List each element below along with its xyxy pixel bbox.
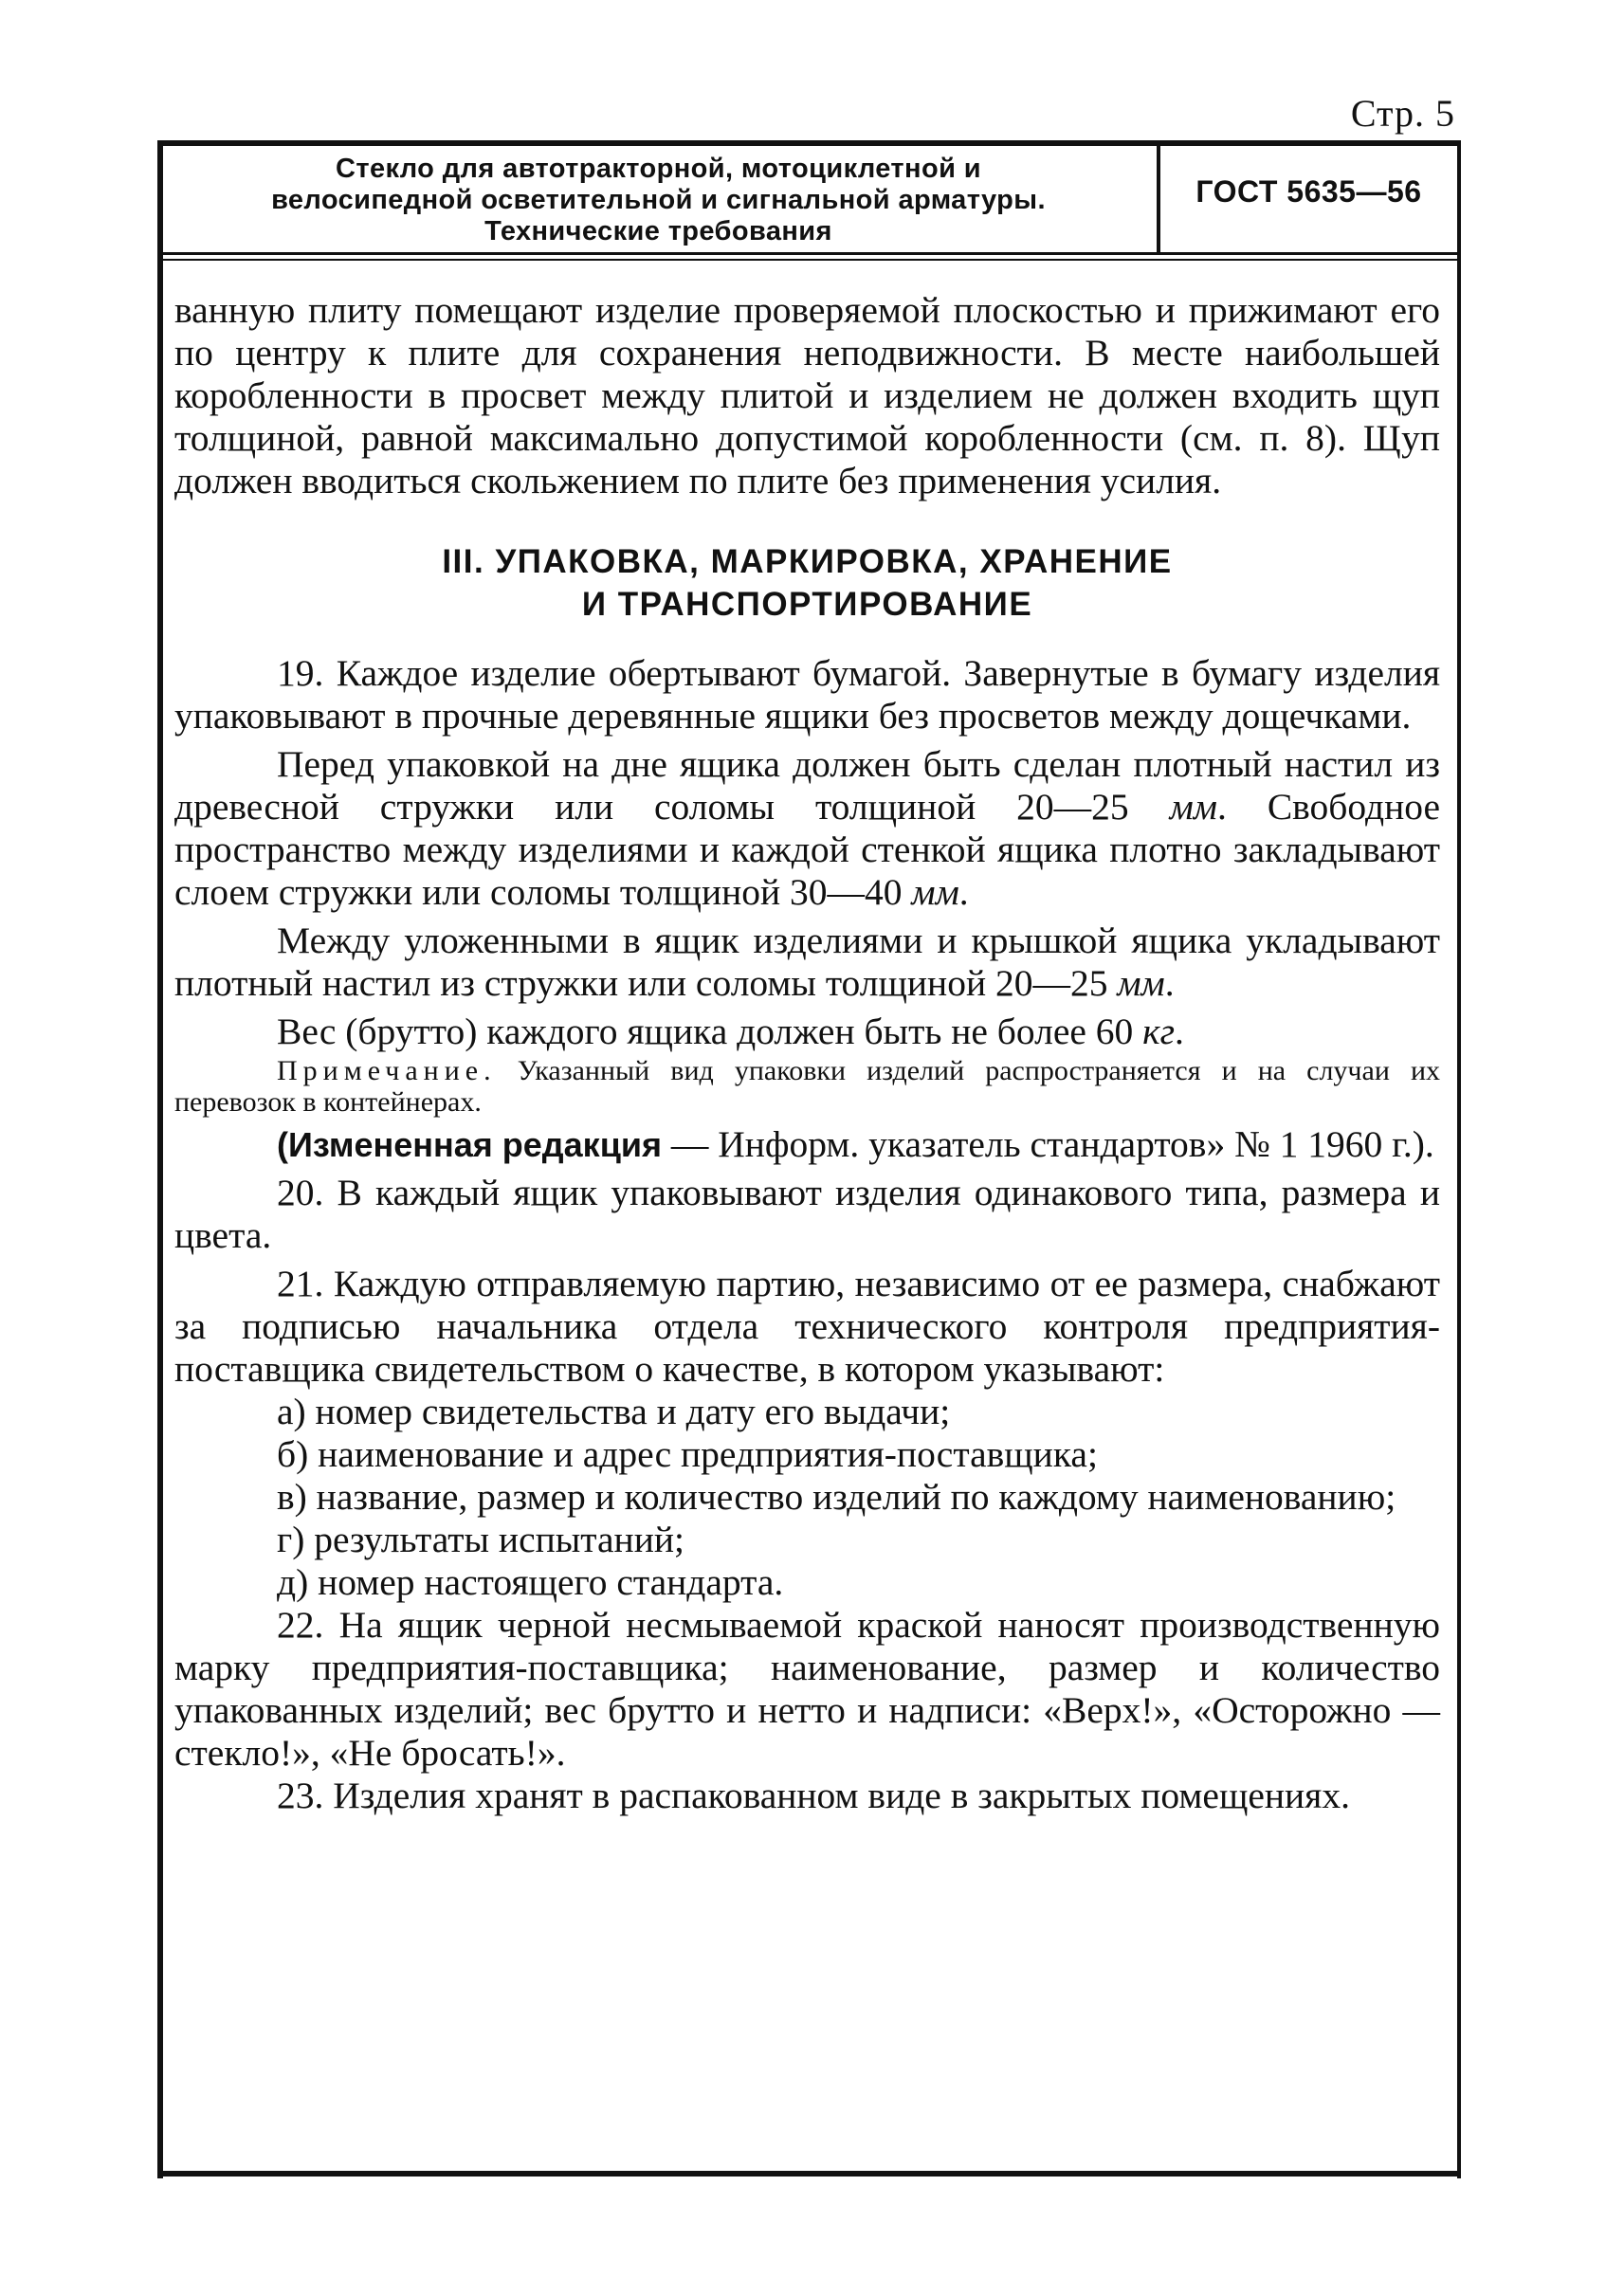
unit-mm: мм <box>1169 786 1217 828</box>
frame-left-border <box>157 140 163 2178</box>
paragraph-19-lid: Между уложенными в ящик изделиями и крышкой ящика укладывают плотный настил из стружки или соломы толщиной 20—25 мм. <box>174 920 1440 1004</box>
note <box>174 1055 1440 1118</box>
frame-right-border <box>1457 140 1461 2178</box>
paragraph-19-weight: Вес (брутто) каждого ящика должен быть не более 60 кг. <box>277 1011 1184 1052</box>
edit-reference <box>174 1123 1440 1166</box>
unit-mm: мм <box>911 871 959 913</box>
section-heading-line: И ТРАНСПОРТИРОВАНИЕ <box>581 586 1033 623</box>
intro-paragraph: ванную плиту помещают изделие проверяемой плоскостью и прижимают его по центру к плите для сохранения неподвижности. В месте наибольшей коробленности в просвет между плитой и изделием не должен входить щуп толщиной, равной максимально допустимой коробленности (см. п. 8). Щуп должен вводиться скольжением по плите без применения усилия. <box>174 289 1440 501</box>
paragraph-21: 21. Каждую отправляемую партию, независимо от ее размера, снабжают за подписью начальника отдела технического контроля предприятия-поставщика свидетельством о качестве, в котором указывают: <box>174 1263 1440 1390</box>
unit-kg: кг <box>1142 1011 1176 1052</box>
document-body <box>174 289 1440 1817</box>
note-text: Указанный вид упаковки изделий распространяется и на случаи их перевозок в контейнерах. <box>174 1055 1441 1118</box>
frame-bottom-border <box>157 2171 1461 2177</box>
paragraph-19-packing: Перед упаковкой на дне ящика должен быть сделан плотный настил из древесной стружки или соломы толщиной 20—25 мм. Свободное пространство между изделиями и каждой стенкой ящика плотно закладывают слоем стружки или соломы толщиной 30—40 мм. <box>174 743 1440 913</box>
section-heading-line: III. УПАКОВКА, МАРКИРОВКА, ХРАНЕНИЕ <box>442 543 1173 580</box>
standard-code: ГОСТ 5635—56 <box>1195 174 1422 209</box>
edit-text: — Информ. указатель стандартов» № 1 1960 г.). <box>670 1123 1434 1165</box>
list-item: б) наименование и адрес предприятия-поставщика; <box>277 1433 1098 1475</box>
list-item: а) номер свидетельства и дату его выдачи; <box>277 1391 951 1432</box>
paragraph-text: Между уложенными в ящик изделиями и крышкой ящика укладывают плотный настил из стружки или соломы толщиной 20—25 <box>174 920 1440 1004</box>
paragraph-22: 22. На ящик черной несмываемой краской наносят производственную марку предприятия-поставщика; наименование, размер и количество упакованных изделий; вес брутто и нетто и надписи: «Верх!», «Осторожно — стекло!», «Не бросать!». <box>174 1604 1440 1774</box>
page-number: Стр. 5 <box>1350 92 1455 135</box>
list-item: в) название, размер и количество изделий по каждому наименованию; <box>277 1476 1396 1518</box>
unit-mm: мм <box>1117 962 1165 1004</box>
list-item: г) результаты испытаний; <box>277 1519 684 1560</box>
standard-title <box>163 154 1154 247</box>
list-item: д) номер настоящего стандарта. <box>277 1561 784 1603</box>
paragraph-text: Вес (брутто) каждого ящика должен быть не более 60 <box>277 1011 1134 1052</box>
paragraph-text: Свободное пространство между изделиями и каждой стенкой ящика плотно закладывают слоем стружки или соломы толщиной 30—40 <box>174 786 1440 913</box>
standard-title-line: велосипедной осветительной и сигнальной арматуры. <box>271 185 1046 215</box>
standard-title-line: Технические требования <box>484 216 832 246</box>
edit-label: (Измененная редакция <box>277 1125 662 1164</box>
standard-title-line: Стекло для автотракторной, мотоциклетной и <box>336 154 981 184</box>
paragraph-23: 23. Изделия хранят в распакованном виде в закрытых помещениях. <box>277 1775 1350 1816</box>
section-heading <box>174 540 1440 626</box>
header-rule <box>163 259 1457 261</box>
paragraph-20: 20. В каждый ящик упаковывают изделия одинакового типа, размера и цвета. <box>174 1172 1440 1256</box>
paragraph-text: Перед упаковкой на дне ящика должен быть сделан плотный настил из древесной стружки или соломы толщиной 20—25 <box>174 743 1440 828</box>
document-header <box>163 146 1457 252</box>
paragraph-19: 19. Каждое изделие обертывают бумагой. Завернутые в бумагу изделия упаковывают в прочные деревянные ящики без просветов между дощечками. <box>174 652 1440 737</box>
header-rule <box>163 252 1457 255</box>
note-label: Примечание. <box>277 1055 497 1086</box>
